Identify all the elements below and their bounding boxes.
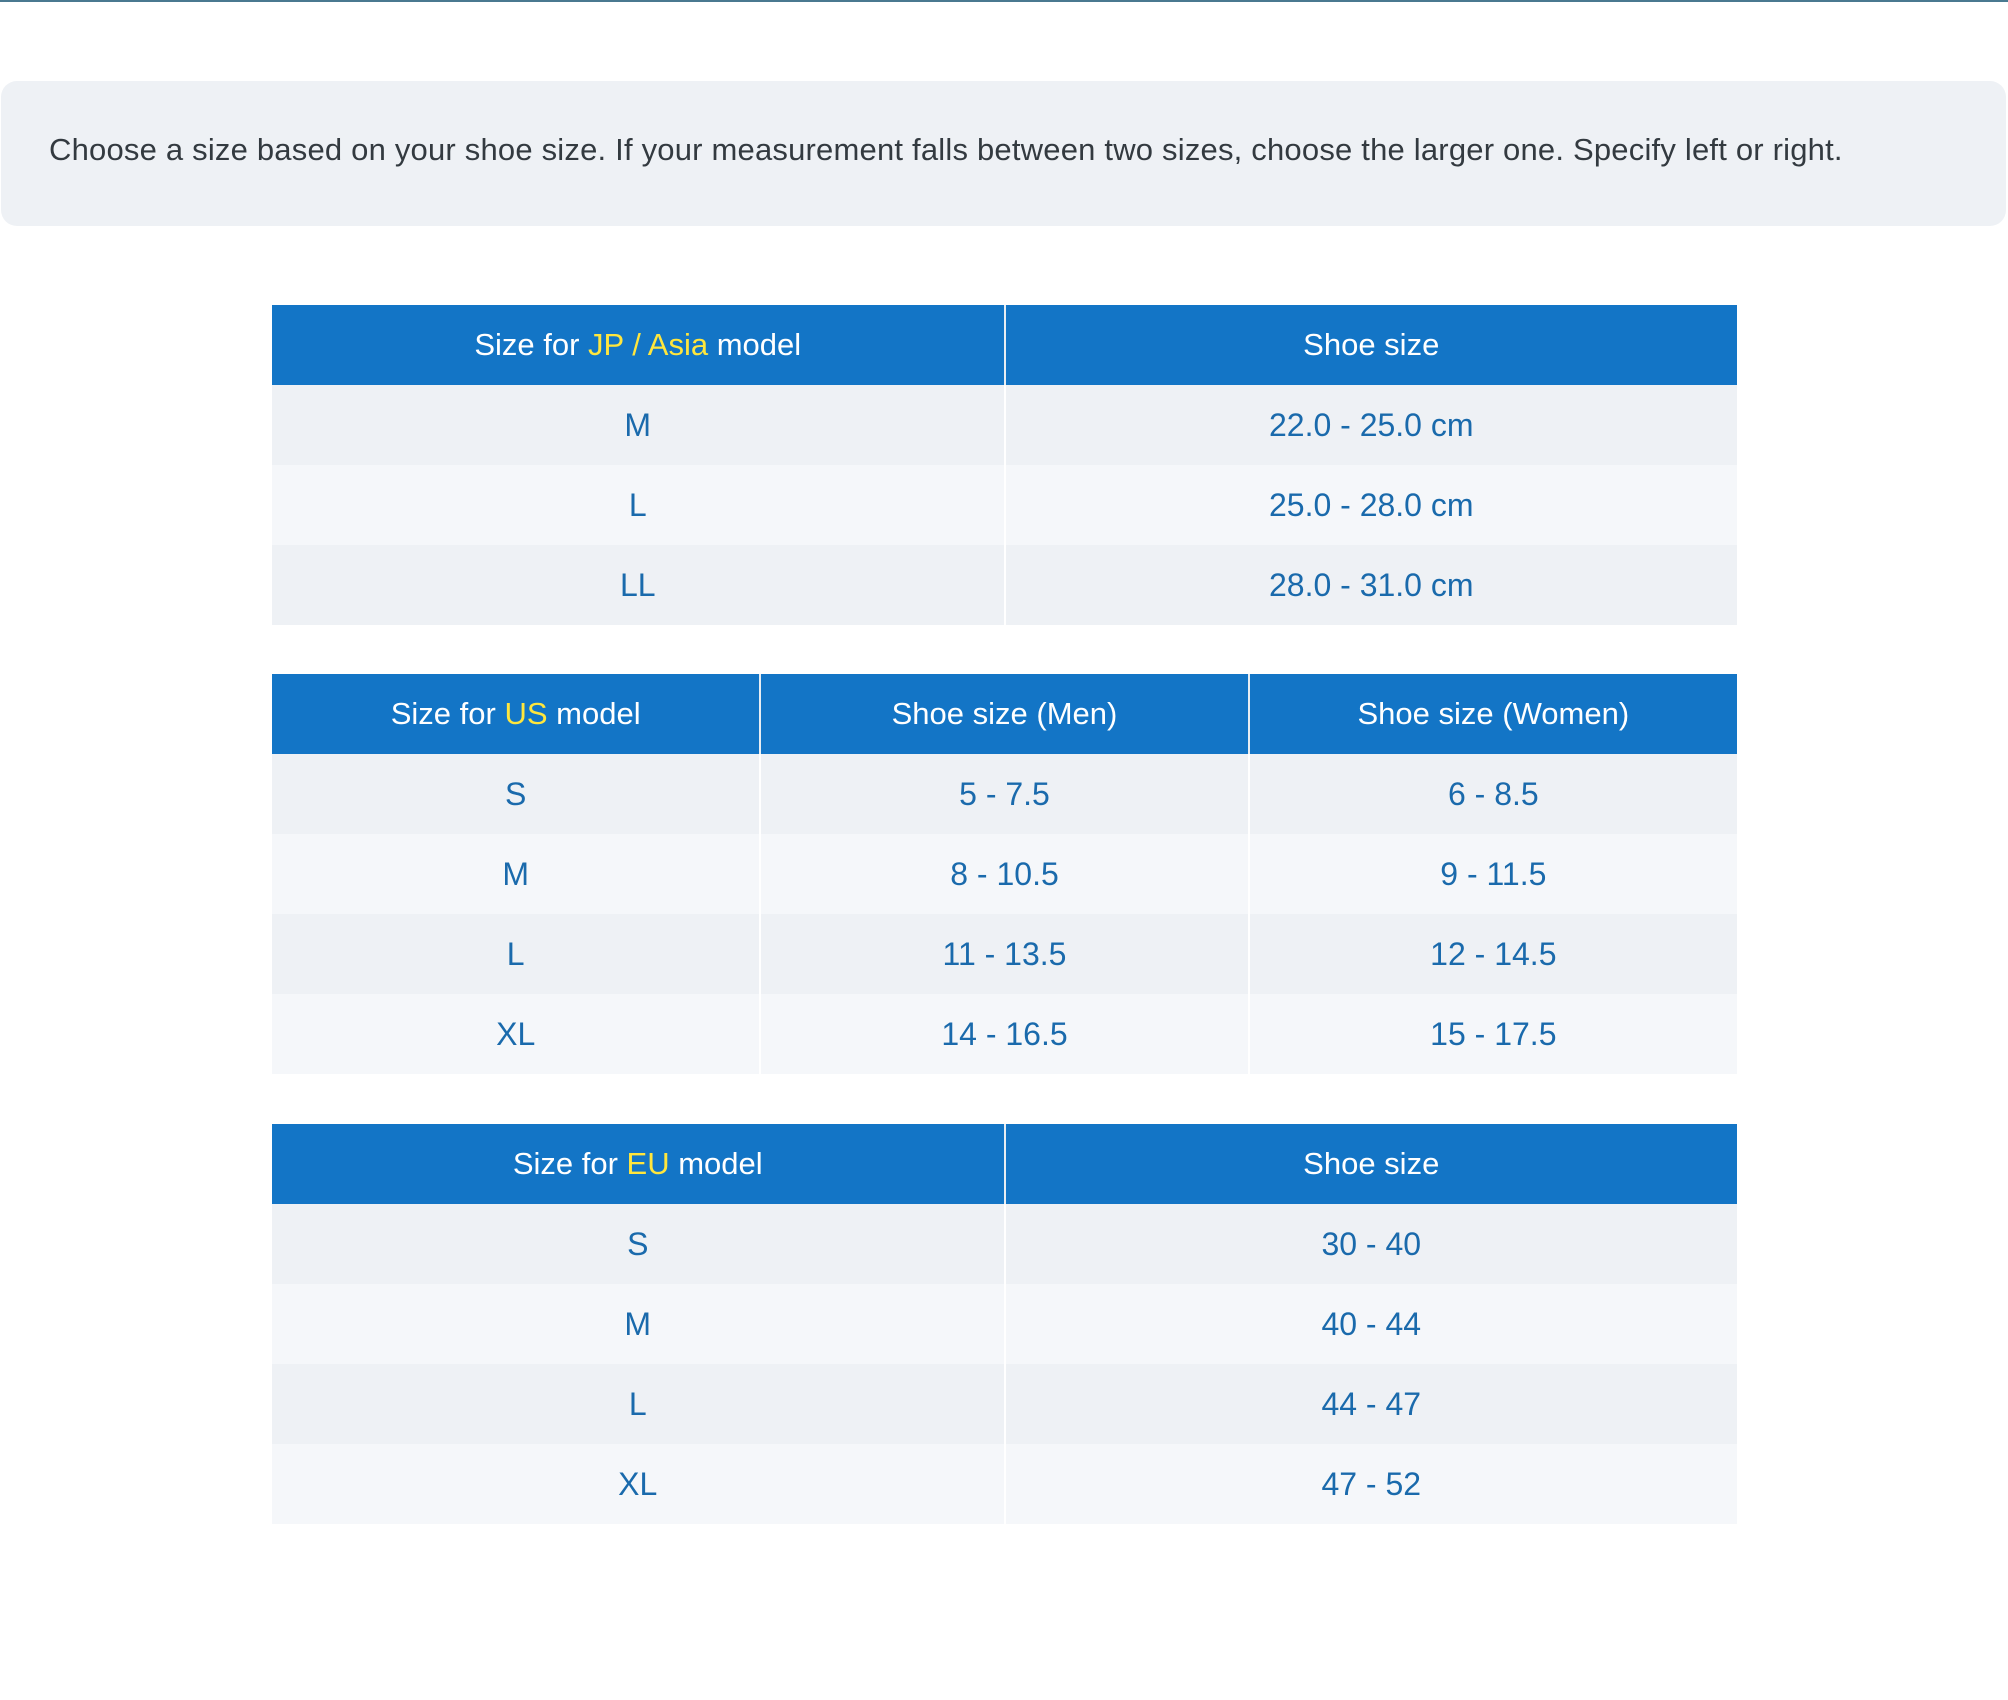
size-column-header: Size for US model xyxy=(272,674,760,754)
size-cell: XL xyxy=(272,994,760,1074)
size-cell: L xyxy=(272,1364,1005,1444)
shoe-size-cell: 47 - 52 xyxy=(1005,1444,1738,1524)
shoe-size-column-header: Shoe size xyxy=(1005,305,1738,385)
size-cell: L xyxy=(272,465,1005,545)
size-cell: M xyxy=(272,385,1005,465)
table-row xyxy=(272,1284,1737,1364)
table-header-row xyxy=(272,1124,1737,1204)
table-row xyxy=(272,754,1737,834)
size-column-header: Size for EU model xyxy=(272,1124,1005,1204)
table-row xyxy=(272,1444,1737,1524)
table-row xyxy=(272,994,1737,1074)
table-header-row xyxy=(272,674,1737,754)
size-cell: M xyxy=(272,1284,1005,1364)
shoe-size-women-column-header: Shoe size (Women) xyxy=(1249,674,1737,754)
shoe-size-cell: 44 - 47 xyxy=(1005,1364,1738,1444)
size-cell: S xyxy=(272,754,760,834)
size-cell: XL xyxy=(272,1444,1005,1524)
notice-text: Choose a size based on your shoe size. If your measurement falls between two sizes, choose the larger one. Specify left or right. xyxy=(49,131,1843,167)
table-row xyxy=(272,465,1737,545)
us-size-table xyxy=(272,674,1737,1074)
region-highlight: EU xyxy=(626,1146,670,1181)
shoe-size-cell: 22.0 - 25.0 cm xyxy=(1005,385,1738,465)
jp-asia-size-table xyxy=(272,305,1737,625)
table-row xyxy=(272,1364,1737,1444)
shoe-size-men-column-header: Shoe size (Men) xyxy=(760,674,1248,754)
top-divider xyxy=(0,0,2008,2)
table-header-row xyxy=(272,305,1737,385)
size-cell: LL xyxy=(272,545,1005,625)
men-size-cell: 11 - 13.5 xyxy=(760,914,1248,994)
size-cell: S xyxy=(272,1204,1005,1284)
women-size-cell: 15 - 17.5 xyxy=(1249,994,1737,1074)
men-size-cell: 14 - 16.5 xyxy=(760,994,1248,1074)
women-size-cell: 12 - 14.5 xyxy=(1249,914,1737,994)
region-highlight: JP / Asia xyxy=(588,327,709,362)
shoe-size-cell: 40 - 44 xyxy=(1005,1284,1738,1364)
table-row xyxy=(272,1204,1737,1284)
men-size-cell: 5 - 7.5 xyxy=(760,754,1248,834)
women-size-cell: 9 - 11.5 xyxy=(1249,834,1737,914)
table-row xyxy=(272,385,1737,465)
women-size-cell: 6 - 8.5 xyxy=(1249,754,1737,834)
table-row xyxy=(272,545,1737,625)
size-column-header: Size for JP / Asia model xyxy=(272,305,1005,385)
men-size-cell: 8 - 10.5 xyxy=(760,834,1248,914)
size-guide-notice xyxy=(1,81,2006,226)
table-row xyxy=(272,834,1737,914)
region-highlight: US xyxy=(504,696,548,731)
size-cell: L xyxy=(272,914,760,994)
shoe-size-cell: 30 - 40 xyxy=(1005,1204,1738,1284)
shoe-size-column-header: Shoe size xyxy=(1005,1124,1738,1204)
size-cell: M xyxy=(272,834,760,914)
shoe-size-cell: 25.0 - 28.0 cm xyxy=(1005,465,1738,545)
shoe-size-cell: 28.0 - 31.0 cm xyxy=(1005,545,1738,625)
eu-size-table xyxy=(272,1124,1737,1524)
table-row xyxy=(272,914,1737,994)
